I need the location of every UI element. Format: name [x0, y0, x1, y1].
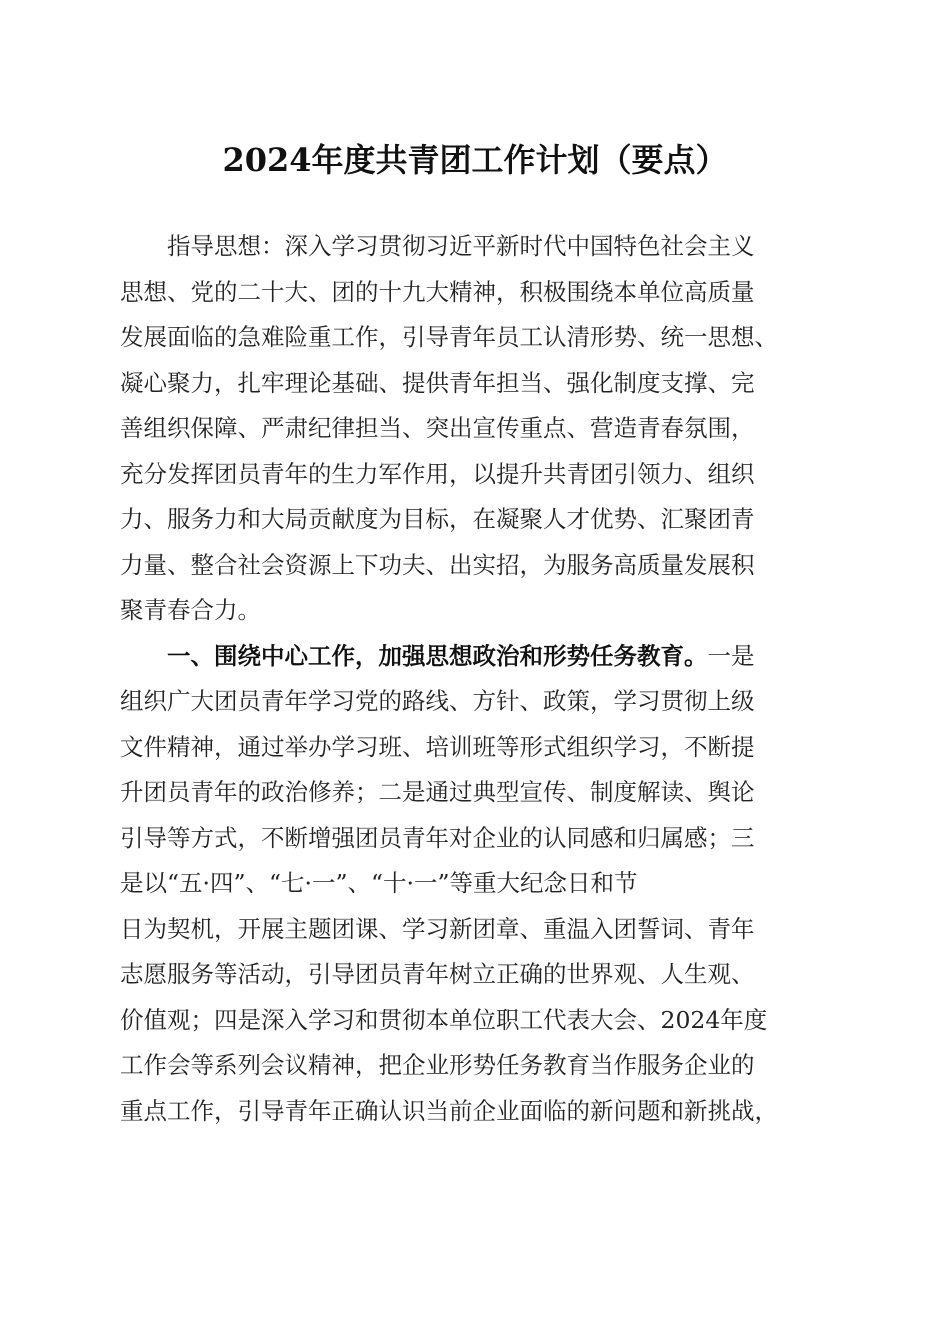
text-line: 价值观；四是深入学习和贯彻本单位职工代表大会、2024年度: [120, 1005, 768, 1034]
text-line: 发展面临的急难险重工作，引导青年员工认清形势、统一思想、: [120, 323, 778, 351]
text-line: 充分发挥团员青年的生力军作用，以提升共青团引领力、组织: [120, 459, 755, 488]
paragraph-section-one: [120, 634, 825, 1135]
document-title: 2024年度共青团工作计划（要点）: [222, 141, 728, 179]
paragraph-guiding-ideology: [120, 224, 825, 634]
section-heading-line: [120, 634, 825, 680]
text-line: 引导等方式，不断增强团员青年对企业的认同感和归属感；三: [120, 823, 755, 852]
text-line: 文件精神，通过举办学习班、培训班等形式组织学习，不断提: [120, 732, 755, 761]
text-line: 凝心聚力，扎牢理论基础、提供青年担当、强化制度支撑、完: [120, 368, 755, 397]
text-line: 力量、整合社会资源上下功夫、出实招，为服务高质量发展积: [120, 550, 755, 579]
text-line: 指导思想：深入学习贯彻习近平新时代中国特色社会主义: [120, 232, 755, 260]
text-line: 工作会等系列会议精神，把企业形势任务教育当作服务企业的: [120, 1051, 755, 1079]
text-line: 组织广大团员青年学习党的路线、方针、政策，学习贯彻上级: [120, 687, 755, 715]
text-line: 力、服务力和大局贡献度为目标，在凝聚人才优势、汇聚团青: [120, 505, 755, 533]
text-line: 升团员青年的政治修养；二是通过典型宣传、制度解读、舆论: [120, 778, 755, 806]
text-line: 是以“五·四”、“七·一”、“十·一”等重大纪念日和节: [120, 869, 638, 897]
text-line: 善组织保障、严肃纪律担当、突出宣传重点、营造青春氛围，: [120, 414, 755, 442]
text-line: 聚青春合力。: [120, 596, 261, 624]
text-line: 思想、党的二十大、团的十九大精神，积极围绕本单位高质量: [120, 277, 755, 306]
document-body: [120, 224, 825, 1134]
text-line: 日为契机，开展主题团课、学习新团章、重温入团誓词、青年: [120, 914, 755, 943]
section-heading-rest: 一是: [707, 641, 755, 670]
section-heading: 一、围绕中心工作，加强思想政治和形势任务教育。: [120, 641, 708, 670]
text-line: 志愿服务等活动，引导团员青年树立正确的世界观、人生观、: [120, 960, 755, 988]
text-line: 重点工作，引导青年正确认识当前企业面临的新问题和新挑战，: [120, 1096, 778, 1125]
